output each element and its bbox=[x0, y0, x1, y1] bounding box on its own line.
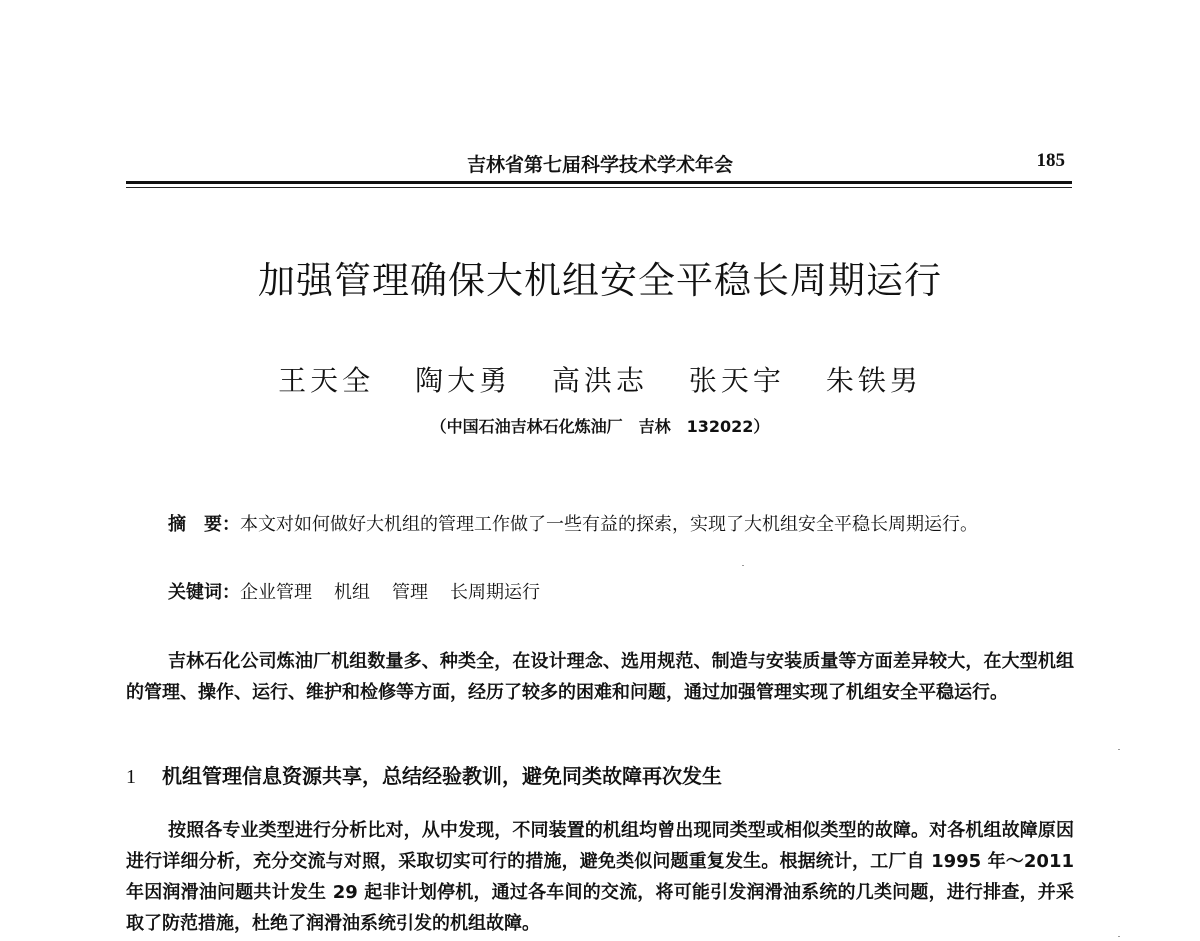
header-rule-thick bbox=[126, 181, 1072, 184]
author-affiliation: （中国石油吉林石化炼油厂 吉林 132022） bbox=[430, 417, 770, 436]
keyword-item: 企业管理 bbox=[240, 582, 312, 603]
keywords-line bbox=[126, 577, 1074, 608]
keyword-item: 长周期运行 bbox=[450, 582, 540, 603]
paper-title: 加强管理确保大机组安全平稳长周期运行 bbox=[258, 259, 942, 302]
author-name: 高洪志 bbox=[551, 364, 648, 397]
author-name: 张天宇 bbox=[688, 364, 785, 397]
author-list bbox=[0, 359, 1200, 399]
author-name: 王天全 bbox=[278, 364, 375, 397]
page-number: 185 bbox=[1036, 150, 1065, 171]
scan-speck bbox=[1118, 749, 1120, 750]
author-name: 陶大勇 bbox=[415, 364, 512, 397]
scan-speck bbox=[742, 565, 744, 566]
keyword-item: 管理 bbox=[392, 582, 428, 603]
intro-paragraph: 吉林石化公司炼油厂机组数量多、种类全，在设计理念、选用规范、制造与安装质量等方面差异较大，在大型机组的管理、操作、运行、维护和检修等方面，经历了较多的困难和问题，通过加强管理实现了机组安全平稳运行。 bbox=[126, 651, 1074, 703]
section-number: 1 bbox=[126, 766, 136, 788]
keyword-item: 机组 bbox=[334, 582, 370, 603]
section-body-paragraph: 按照各专业类型进行分析比对，从中发现，不同装置的机组均曾出现同类型或相似类型的故障。对各机组故障原因进行详细分析，充分交流与对照，采取切实可行的措施，避免类似问题重复发生。根据统计，工厂自 1995 年～2011 年因润滑油问题共计发生 29 起非计划停机，通过各车间的交流，将可能引发润滑油系统的几类问题，进行排查，并采取了防范措施，杜绝了润滑油系统引发的机组故障。 bbox=[126, 820, 1074, 934]
abstract-paragraph bbox=[126, 509, 1074, 540]
abstract-text: 本文对如何做好大机组的管理工作做了一些有益的探索，实现了大机组安全平稳长周期运行。 bbox=[240, 514, 978, 535]
abstract-label: 摘 要： bbox=[168, 514, 240, 535]
header-rule-thin bbox=[126, 187, 1072, 188]
scan-speck bbox=[1118, 936, 1120, 937]
author-name: 朱铁男 bbox=[825, 364, 922, 397]
running-header-title: 吉林省第七届科学技术学术年会 bbox=[466, 154, 733, 176]
keywords-label: 关键词： bbox=[168, 582, 240, 603]
section-heading bbox=[126, 760, 722, 789]
section-heading-text: 机组管理信息资源共享，总结经验教训，避免同类故障再次发生 bbox=[162, 764, 722, 788]
